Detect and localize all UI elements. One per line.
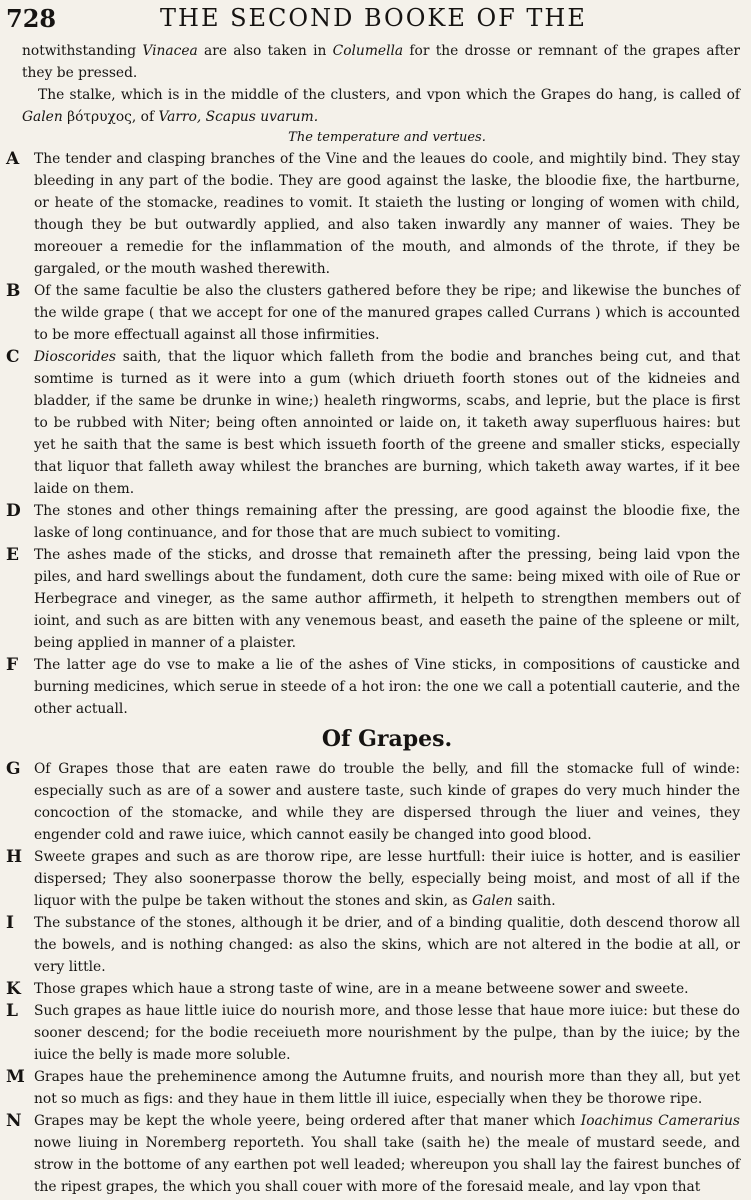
- section-subheading: The temperature and vertues.: [288, 130, 486, 145]
- grape-paragraph: [6, 1000, 740, 1066]
- margin-letter: A: [6, 149, 20, 169]
- margin-letter: E: [6, 545, 19, 565]
- margin-letter: C: [6, 347, 20, 367]
- grape-paragraph: [6, 846, 740, 912]
- paragraph-text: Grapes may be kept the whole yeere, being ordered after that maner which: [34, 1113, 581, 1129]
- vertue-paragraph: [6, 544, 740, 654]
- intro-term-vinacea: Vinacea: [142, 43, 198, 59]
- grape-paragraph: [6, 978, 740, 1000]
- vertue-paragraph: [6, 346, 740, 500]
- margin-letter: N: [6, 1111, 22, 1131]
- paragraph-text: Of the same facultie be also the clusters gathered before they be ripe; and likewise the bunches of the wilde grape ( that we accept for one of the manured grapes called Currans ) which is accounted to be more effectuall against all those infirmities.: [34, 283, 740, 343]
- intro-text: βότρυχος, of: [62, 109, 159, 125]
- paragraph-text: saith, that the liquor which falleth from the bodie and branches being cut, and that somtime is turned as it were into a gum (which driueth foorth stones out of the kidneies and bladder, if the same be drunke in wine;) healeth ringworms, scabs, and leprie, but the place is first to be rubbed with Niter; being often annointed or laide on, it taketh away superfluous haires: but yet he saith that the same is best which issueth foorth of the greene and smaller sticks, especially that liquor that falleth away whilest the branches are burning, which taketh away wartes, if it bee laide on them.: [34, 349, 740, 497]
- grape-paragraph: [6, 758, 740, 846]
- author-name: Dioscorides: [34, 349, 116, 365]
- grape-paragraph: [6, 912, 740, 978]
- margin-letter: H: [6, 847, 23, 867]
- paragraph-text-end: saith.: [512, 893, 556, 909]
- intro-text: notwithstanding: [22, 43, 143, 59]
- page-header: [0, 4, 751, 36]
- intro-text: are also taken in: [197, 43, 333, 59]
- author-name: Ioachimus Camerarius: [580, 1113, 740, 1129]
- intro-text: for the drosse or remnant of the grapes after they be pressed.: [22, 43, 740, 81]
- paragraph-text: The stones and other things remaining after the pressing, are good against the bloodie fixe, the laske of long continuance, and for those that are much subiect to vomiting.: [34, 503, 740, 541]
- vertue-paragraph: [6, 148, 740, 280]
- vertue-paragraph: [6, 654, 740, 720]
- paragraph-text: Of Grapes those that are eaten rawe do trouble the belly, and fill the stomacke full of winde: especially such as are of a sower and austere taste, such kinde of grapes do very much hinder the concoction of the stomacke, and while they are dispersed through the liuer and veines, they engender cold and rawe iuice, which cannot easily be changed into good blood.: [34, 761, 740, 843]
- paragraph-text: Such grapes as haue little iuice do nourish more, and those lesse that haue more iuice: but these do sooner descend; for the bodie receiueth more nourishment by the pulpe, than by the iuice; by the iuice the belly is made more soluble.: [34, 1003, 740, 1063]
- intro-term-galen: Galen: [22, 109, 63, 125]
- paragraph-text: Those grapes which haue a strong taste of wine, are in a meane betweene sower and sweete.: [34, 981, 689, 997]
- grape-paragraph: [6, 1066, 740, 1110]
- margin-letter: B: [6, 281, 21, 301]
- margin-letter: L: [6, 1001, 18, 1021]
- intro-term-varro: Varro, Scapus uvarum.: [158, 109, 319, 125]
- vertue-paragraph: [6, 280, 740, 346]
- paragraph-text: The ashes made of the sticks, and drosse that remaineth after the pressing, being laid vpon the piles, and hard swellings about the fundament, doth cure the same: being mixed with oile of Rue or Herbegrace and vineger, as the same author affirmeth, it helpeth to strengthen members out of ioint, and such as are bitten with any venemous beast, and easeth the paine of the spleene or milt, being applied in manner of a plaister.: [34, 547, 740, 651]
- margin-letter: K: [6, 979, 21, 999]
- vertue-paragraph: [6, 500, 740, 544]
- margin-letter: D: [6, 501, 21, 521]
- grape-paragraph: [6, 1110, 740, 1198]
- intro-paragraph-2: [6, 84, 740, 128]
- margin-letter: I: [6, 913, 14, 933]
- page-number: 728: [6, 4, 57, 33]
- page-body: [6, 40, 740, 1198]
- paragraph-text: Grapes haue the preheminence among the Autumne fruits, and nourish more than they all, but yet not so much as figs: and they haue in them little ill iuice, especially when they be thorowe ripe.: [34, 1069, 740, 1107]
- paragraph-text: The latter age do vse to make a lie of the ashes of Vine sticks, in compositions of causticke and burning medicines, which serue in steede of a hot iron: the one we call a potentiall cauterie, and the other actuall.: [34, 657, 740, 717]
- intro-term-columella: Columella: [332, 43, 404, 59]
- paragraph-text-end: nowe liuing in Noremberg reporteth. You shall take (saith he) the meale of mustard seede, and strow in the bottome of any earthen pot well leaded; whereupon you shall lay the fairest bunches of the ripest grapes, the which you shall couer with more of the foresaid meale, and lay vpon that: [34, 1135, 740, 1195]
- intro-paragraph-1: [6, 40, 740, 84]
- paragraph-text: The tender and clasping branches of the Vine and the leaues do coole, and mightily bind. They stay bleeding in any part of the bodie. They are good against the laske, the bloodie fixe, the hartburne, or heate of the stomacke, readines to vomit. It staieth the lusting or longing of women with child, though they be but outwardly applied, and also taken inwardly any manner of waies. They be moreouer a remedie for the inflammation of the mouth, and almonds of the throte, if they be gargaled, or the mouth washed therewith.: [34, 151, 740, 277]
- margin-letter: M: [6, 1067, 25, 1087]
- paragraph-text: Sweete grapes and such as are thorow ripe, are lesse hurtfull: their iuice is hotter, and is easilier dispersed; They also soonerpasse thorow the belly, especially being moist, and most of all if the liquor with the pulpe be taken without the stones and skin, as: [34, 849, 740, 909]
- grapes-heading: Of Grapes.: [321, 726, 453, 752]
- running-title: THE SECOND BOOKE OF THE: [160, 4, 587, 32]
- author-name: Galen: [472, 893, 513, 909]
- intro-text: The stalke, which is in the middle of the clusters, and vpon which the Grapes do hang, is called of: [38, 87, 740, 103]
- margin-letter: G: [6, 759, 21, 779]
- paragraph-text: The substance of the stones, although it be drier, and of a binding qualitie, doth descend thorow all the bowels, and is nothing changed: as also the skins, which are not altered in the bodie at all, or very little.: [34, 915, 740, 975]
- margin-letter: F: [6, 655, 19, 675]
